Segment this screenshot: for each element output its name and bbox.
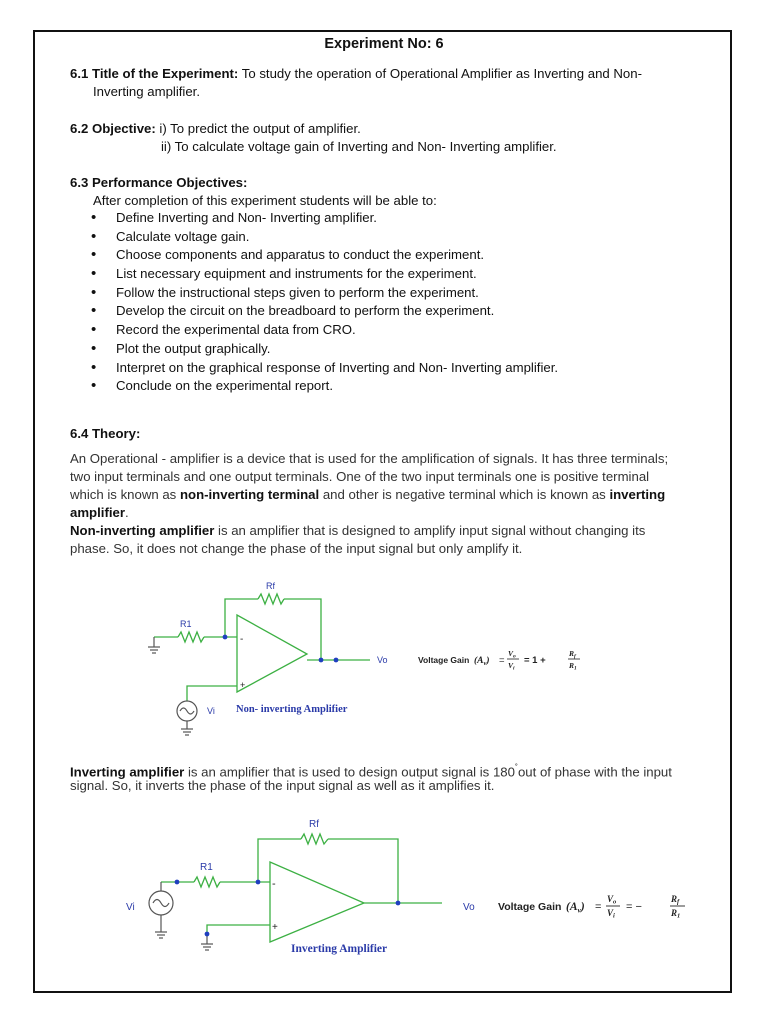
term-amplifier: amplifier	[70, 505, 125, 520]
list-item: • Follow the instructional steps given to perform the experiment.	[91, 284, 558, 303]
text-run: is an amplifier that is designed to amplify input signal without changing its	[214, 523, 646, 538]
page-title: Experiment No: 6	[324, 36, 444, 52]
feedback-wire	[258, 839, 301, 882]
input-wire	[187, 686, 237, 701]
theory-paragraph-line: phase. So, it does not change the phase of the input signal but only amplify it.	[70, 541, 523, 556]
gain-label: Voltage Gain	[498, 901, 562, 913]
opamp-triangle	[270, 862, 364, 942]
non-inverting-amplifier-diagram	[140, 575, 600, 740]
gain-middle: = 1 +	[524, 655, 546, 666]
label-vo: Vo	[377, 655, 388, 665]
degree-symbol: ˚	[514, 763, 518, 773]
junction-node	[256, 880, 261, 885]
junction-node	[175, 880, 180, 885]
theory-paragraph-line	[70, 486, 665, 504]
junction-node	[334, 658, 339, 663]
theory-paragraph-line: An Operational - amplifier is a device that is used for the amplification of signals. It has three terminals;	[70, 451, 669, 466]
inverting-amplifier-diagram	[120, 812, 720, 962]
list-item: • Conclude on the experimental report.	[91, 377, 558, 396]
fraction-numerator: Vo	[607, 894, 617, 906]
list-item: • Define Inverting and Non- Inverting amplifier.	[91, 209, 558, 228]
feedback-wire	[328, 839, 398, 904]
label-minus: -	[240, 634, 244, 645]
resistor-rf	[258, 594, 284, 604]
diagram-caption: Non- inverting Amplifier	[236, 704, 348, 715]
fraction-numerator: $V_o$	[508, 649, 516, 660]
junction-node	[319, 658, 324, 663]
label-minus: -	[272, 878, 276, 890]
section-objective	[70, 120, 361, 139]
fraction-numerator: $R_f$	[569, 649, 576, 660]
label-rf: Rf	[309, 819, 319, 830]
term-inverting-amplifier: Inverting amplifier	[70, 764, 185, 780]
gain-symbol: $(A_v)$	[474, 656, 490, 667]
section-label-performance: 6.3 Performance Objectives:	[70, 175, 248, 190]
label-plus: +	[240, 680, 246, 690]
label-rf: Rf	[266, 581, 275, 591]
fraction-denominator: $V_i$	[508, 661, 515, 672]
ground-symbol	[201, 934, 213, 950]
junction-node	[205, 932, 210, 937]
list-item: • Develop the circuit on the breadboard to perform the experiment.	[91, 302, 558, 321]
section-label: 6.1 Title of the Experiment:	[70, 66, 239, 81]
section-text-continued: Inverting amplifier.	[93, 84, 201, 99]
voltage-gain-formula	[498, 894, 685, 920]
text-run: .	[124, 505, 129, 520]
term-inverting: inverting	[609, 487, 666, 502]
opamp-triangle	[237, 615, 307, 692]
label-plus: +	[272, 922, 278, 933]
resistor-rf	[301, 834, 328, 844]
text-run: and other is negative terminal which is known as	[319, 487, 610, 502]
list-item: • Plot the output graphically.	[91, 340, 558, 359]
list-item: • List necessary equipment and instruments for the experiment.	[91, 265, 558, 284]
list-item: • Calculate voltage gain.	[91, 228, 558, 247]
equals-sign: =	[595, 901, 602, 913]
text-run: out of phase with the input	[517, 764, 672, 780]
performance-intro: After completion of this experiment students will be able to:	[93, 193, 437, 208]
resistor-r1	[178, 632, 204, 642]
list-item: • Record the experimental data from CRO.	[91, 321, 558, 340]
objective-item-1: i) To predict the output of amplifier.	[155, 121, 361, 136]
term-non-inverting-amplifier: Non-inverting amplifier	[70, 523, 215, 538]
label-r1: R1	[180, 619, 192, 629]
section-text: To study the operation of Operational Amplifier as Inverting and Non-	[238, 66, 642, 81]
section-title-experiment	[70, 65, 642, 84]
objective-item-2: ii) To calculate voltage gain of Inverting and Non- Inverting amplifier.	[161, 139, 557, 154]
voltage-gain-formula	[418, 649, 580, 672]
equals-sign: =	[499, 655, 505, 666]
label-r1: R1	[200, 862, 213, 873]
gain-symbol: $(A_v)$	[566, 901, 585, 915]
gain-middle: = −	[626, 901, 642, 913]
term-non-inverting-terminal: non-inverting terminal	[179, 487, 320, 502]
junction-node	[223, 635, 228, 640]
ground-wire	[207, 925, 270, 934]
list-item: • Choose components and apparatus to conduct the experiment.	[91, 246, 558, 265]
ground-symbol	[148, 637, 160, 653]
section-label-theory: 6.4 Theory:	[70, 426, 141, 441]
fraction-denominator: $R_1$	[569, 661, 577, 672]
performance-objectives-list	[91, 209, 558, 396]
diagram-caption: Inverting Amplifier	[291, 943, 388, 955]
theory-paragraph-line: signal. So, it inverts the phase of the input signal as well as it amplifies it.	[70, 778, 495, 793]
list-item: • Interpret on the graphical response of Inverting and Non- Inverting amplifier.	[91, 359, 558, 378]
label-vi: Vi	[126, 902, 135, 913]
label-vo: Vo	[463, 902, 475, 913]
fraction-numerator: Rf	[671, 894, 680, 906]
gain-label: Voltage Gain	[418, 655, 470, 665]
theory-paragraph-line: two input terminals and one output terminals. One of the two input terminals one is positive terminal	[70, 469, 650, 484]
theory-paragraph-line	[70, 522, 645, 540]
label-vi: Vi	[207, 706, 215, 716]
resistor-r1	[194, 877, 220, 887]
text-run: is an amplifier that is used to design output signal is 180	[184, 764, 515, 780]
theory-paragraph-line	[70, 504, 129, 522]
junction-node	[396, 901, 401, 906]
section-label: 6.2 Objective:	[70, 121, 156, 136]
fraction-denominator: Vi	[607, 908, 615, 920]
text-run: which is known as	[70, 487, 180, 502]
ac-source-symbol	[177, 701, 197, 735]
fraction-denominator: R1	[671, 908, 681, 920]
ac-source-symbol	[149, 882, 173, 938]
